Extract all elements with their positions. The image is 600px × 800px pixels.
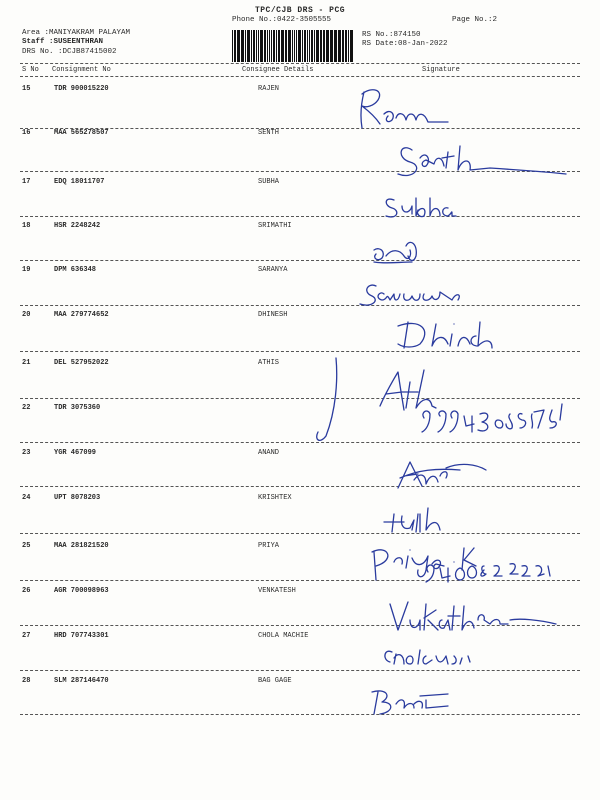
signature-anand: [398, 462, 486, 488]
sheet-title: TPC/CJB DRS - PCG: [254, 6, 346, 15]
signature-subha: [386, 198, 456, 217]
signature-dhinesh: [398, 322, 492, 348]
row-sno: 27: [22, 632, 31, 640]
column-divider: [20, 76, 580, 77]
rs-number: RS No.:874150: [362, 31, 421, 39]
table-row: [0, 494, 600, 508]
row-consignment: AGR 700098963: [54, 587, 109, 595]
row-separator: [20, 714, 580, 715]
row-consignment: MAA 281821520: [54, 542, 109, 550]
row-separator: [20, 486, 580, 487]
row-consignee: SRIMATHI: [258, 222, 292, 230]
col-header-consignee: Consignee Details: [242, 66, 314, 74]
signature-baggage: [372, 691, 448, 714]
drs-number: DRS No. :DCJB87415002: [22, 48, 117, 56]
row-consignment: HRD 707743301: [54, 632, 109, 640]
row-consignment: EDQ 18011707: [54, 178, 105, 186]
row-separator: [20, 580, 580, 581]
row-separator: [20, 625, 580, 626]
row-separator: [20, 442, 580, 443]
barcode-icon: [230, 29, 354, 63]
table-row: [0, 404, 600, 418]
signature-chola: [385, 650, 470, 664]
row-separator: [20, 351, 580, 352]
col-header-sno: S No: [22, 66, 39, 74]
row-consignment: UPT 8078203: [54, 494, 101, 502]
page-number: Page No.:2: [452, 16, 498, 24]
row-sno: 23: [22, 449, 31, 457]
table-row: [0, 222, 600, 236]
row-consignment: YGR 467099: [54, 449, 97, 457]
row-sno: 22: [22, 404, 31, 412]
staff-label: Staff :SUSEENTHRAN: [22, 38, 104, 46]
row-separator: [20, 260, 580, 261]
row-consignee: ATHIS: [258, 359, 280, 367]
row-sno: 26: [22, 587, 31, 595]
row-consignee: CHOLA MACHIE: [258, 632, 309, 640]
row-separator: [20, 670, 580, 671]
table-row: [0, 311, 600, 325]
row-consignee: KRISHTEX: [258, 494, 292, 502]
header-divider: [20, 63, 580, 64]
row-consignment: DEL 527952022: [54, 359, 109, 367]
table-row: [0, 587, 600, 601]
row-consignment: DPM 636348: [54, 266, 97, 274]
col-header-signature: Signature: [422, 66, 460, 74]
table-row: [0, 542, 600, 556]
table-row: [0, 677, 600, 691]
row-consignee: SUBHA: [258, 178, 280, 186]
row-consignment: TDR 900015220: [54, 85, 109, 93]
table-row: [0, 449, 600, 463]
row-separator: [20, 533, 580, 534]
signature-saranya: [360, 285, 459, 305]
row-sno: 15: [22, 85, 31, 93]
table-row: [0, 266, 600, 280]
row-consignment: MAA 279774652: [54, 311, 109, 319]
row-separator: [20, 398, 580, 399]
row-sno: 18: [22, 222, 31, 230]
row-consignee: SENTH: [258, 129, 280, 137]
table-row: [0, 85, 600, 99]
row-separator: [20, 128, 580, 129]
rs-date: RS Date:08-Jan-2022: [362, 40, 448, 48]
table-row: [0, 632, 600, 646]
row-separator: [20, 216, 580, 217]
row-sno: 28: [22, 677, 31, 685]
row-consignment: TDR 3075360: [54, 404, 101, 412]
row-sno: 21: [22, 359, 31, 367]
row-consignee: PRIYA: [258, 542, 280, 550]
row-consignee: RAJEN: [258, 85, 280, 93]
row-sno: 25: [22, 542, 31, 550]
row-consignee: VENKATESH: [258, 587, 296, 595]
area-label: Area :MANIYAKRAM PALAYAM: [22, 29, 131, 37]
row-consignee: BAG GAGE: [258, 677, 292, 685]
row-sno: 24: [22, 494, 31, 502]
table-row: [0, 178, 600, 192]
row-consignment: SLM 287146470: [54, 677, 109, 685]
phone-number: Phone No.:0422-3505555: [232, 16, 332, 24]
row-sno: 17: [22, 178, 31, 186]
row-consignee: DHINESH: [258, 311, 288, 319]
row-sno: 19: [22, 266, 31, 274]
row-separator: [20, 171, 580, 172]
signature-krish: [384, 508, 440, 532]
row-consignment: HSR 2248242: [54, 222, 101, 230]
row-sno: 16: [22, 129, 31, 137]
row-sno: 20: [22, 311, 31, 319]
row-separator: [20, 305, 580, 306]
row-consignee: ANAND: [258, 449, 280, 457]
row-consignment: MAA 565278507: [54, 129, 109, 137]
table-row: [0, 359, 600, 373]
row-consignee: SARANYA: [258, 266, 288, 274]
col-header-consignment: Consignment No: [52, 66, 111, 74]
table-row: [0, 129, 600, 143]
